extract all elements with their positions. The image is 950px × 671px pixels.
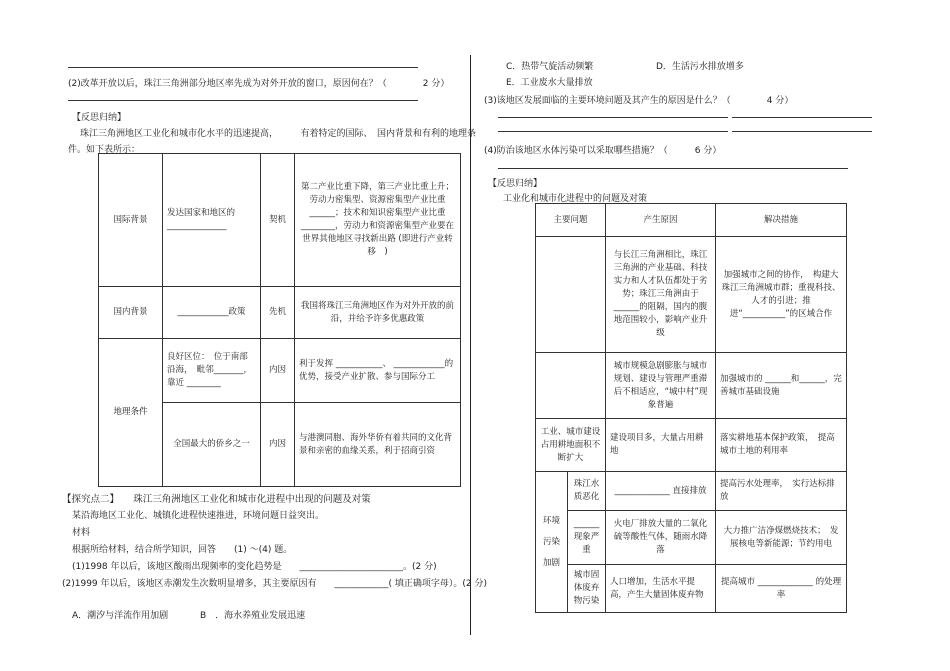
option-c: C．热带气旋活动频繁 [506,62,594,72]
cell-env-cause-3: 人口增加，生活水平提高，产生大量固体废弃物 [606,565,716,613]
cell-geography-label: 地理条件 [99,339,163,487]
option-b: B ．海水养殖业发展迅速 [200,611,306,621]
question-3-env-problems: (3)该地区发展面临的主要环境问题及其产生的原因是什么？（ 4 分） [484,96,794,106]
cell-cause-1: 与长江三角洲相比，珠江三角洲的产业基础、科技实力和人才队伍都处于劣势；珠江三角洲由于 ______的阻隔，国内的腹地范围较小，影响产业升级 [606,237,716,353]
material-label: 材料 [72,528,91,538]
question-4-water-pollution: (4)防治该地区水体污染可以采取哪些措施？（ 6 分） [484,146,722,156]
cell-env-measure-1: 提高污水处理率， 实行达标排放 [716,472,847,511]
answer-line [498,168,848,169]
header-measure: 解决措施 [716,204,847,237]
column-divider [470,55,471,635]
cell-problem-1 [536,237,606,353]
cell-measure-1: 加强城市之间的协作， 构建大珠江三角洲城市群；重视科技、人才的引进；推进“__________”的区域合作 [716,237,847,353]
cell-international-label: 国际背景 [99,154,163,287]
cell-domestic-type: 先机 [261,287,295,339]
header-main-problem: 主要问题 [536,204,606,237]
cell-env-sub-2: ______现象严重 [568,511,606,565]
problems-table [535,203,847,613]
cell-measure-2: 加强城市的 ______和______，完善城市基础设施 [716,353,847,419]
answer-line [68,67,418,68]
question-2-reform: (2)改革开放以后，珠江三角洲部分地区率先成为对外开放的窗口，原因何在？（ 2 分） [68,79,450,89]
answer-line [732,131,872,132]
cell-env-measure-2: 大力推广洁净煤燃烧技术； 发展核电等新能源；节约用电 [716,511,847,565]
answer-line [498,117,728,118]
cell-problem-3: 工业、城市建设占用耕地面积不断扩大 [536,419,606,472]
cell-env-measure-3: 提高城市 _____________ 的处理率 [716,565,847,613]
cell-location-type: 内因 [261,339,295,403]
cell-env-pollution-label: 环境污染加剧 [536,472,568,613]
cell-international-content: 发达国家和地区的 ______________ [163,154,261,287]
table-title-right: 工业化和城市化进程中的问题及对策 [503,194,648,204]
cell-international-type: 契机 [261,154,295,287]
instruction: 根据所给材料，结合所学知识，回答 (1) ～(4) 题。 [72,545,293,555]
cell-domestic-effect: 我国将珠江三角洲地区作为对外开放的前沿，并给予许多优惠政策 [295,287,461,339]
cell-location-content: 良好区位： 位于南部沿海， 毗邻_______，靠近 ________ [163,339,261,403]
explore-point-2-title: 【探究点二】 珠江三角洲地区工业化和城市化进程中出现的问题及对策 [62,494,371,505]
cell-env-cause-2: 火电厂排放大量的二氧化硫等酸性气体，随雨水降落 [606,511,716,565]
question-2-red-tide: (2)1999 年以后，该地区赤潮发生次数明显增多，其主要原因有 ____________( 填正确项字母）。(2 分) [62,579,487,589]
cell-env-sub-3: 城市固体废弃物污染 [568,565,606,613]
intro-line-2: 件。如下表所示： [68,145,141,155]
background-table [98,153,461,487]
intro-line-1: 珠江三角洲地区工业化和城市化水平的迅速提高， 有着特定的国际、 国内背景和有利的地理条 [80,129,477,139]
cell-hometown-effect: 与港澳同胞、海外华侨有着共同的文化背景和亲密的血缘关系，利于招商引资 [295,403,461,487]
answer-line [68,100,418,101]
cell-env-sub-1: 珠江水质恶化 [568,472,606,511]
cell-measure-3: 落实耕地基本保护政策， 提高城市土地的利用率 [716,419,847,472]
cell-location-effect: 利于发挥 ___________、 ____________的优势，接受产业扩散、参与国际分工 [295,339,461,403]
cell-domestic-label: 国内背景 [99,287,163,339]
cell-international-effect: 第二产业比重下降，第三产业比重上升；劳动力密集型、资源密集型产业比重______；技术和知识密集型产业比重 ________，劳动力和资源密集型产业要在世界其他地区寻找新出路 (即进行产业转移 ) [295,154,461,287]
answer-line [732,117,872,118]
answer-line [498,131,728,132]
option-d: D．生活污水排放增多 [656,62,744,72]
cell-problem-2 [536,353,606,419]
question-1-acid-rain: (1)1998 年以后，该地区酸雨出现频率的变化趋势是 _______________________。(2 分) [72,562,437,572]
cell-cause-2: 城市规模急剧膨胀与城市规划、建设与管理严重滞后不相适应，“城中村”现象普遍 [606,353,716,419]
option-a: A．潮汐与洋流作用加剧 [72,611,169,621]
reflection-title-left: 【反思归纳】 [72,113,127,123]
option-e: E．工业废水大量排放 [506,78,593,88]
header-cause: 产生原因 [606,204,716,237]
cell-env-cause-1: _____________ 直接排放 [606,472,716,511]
explore-intro: 某沿海地区工业化、城镇化进程快速推进，环境问题日益突出。 [72,511,325,521]
cell-domestic-content: ____________政策 [163,287,261,339]
cell-cause-3: 建设项目多，大量占用耕地 [606,419,716,472]
cell-hometown-type: 内因 [261,403,295,487]
cell-hometown-content: 全国最大的侨乡之一 [163,403,261,487]
reflection-title-right: 【反思归纳】 [488,179,543,189]
